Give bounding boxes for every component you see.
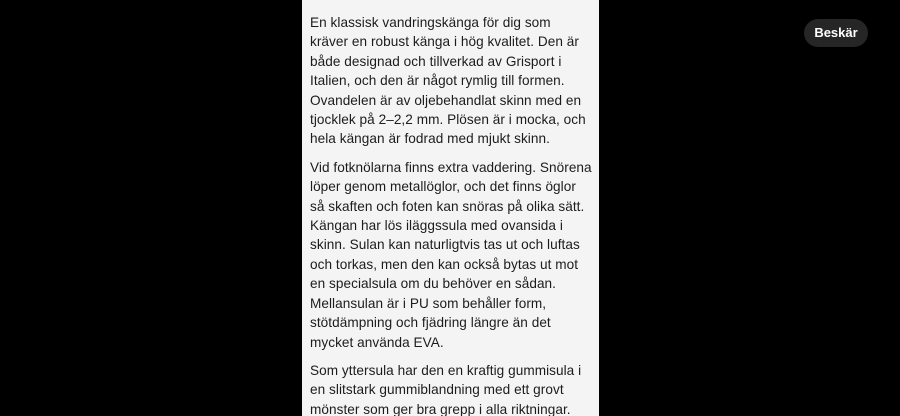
paragraph-1: En klassisk vandringskänga för dig som kräver en robust känga i hög kvalitet. Den är både designad och tillverkad av Grisport i Italien, och den är något rymlig till formen. Ovandelen är av oljebehandlat skinn med en tjocklek på 2–2,2 mm. Plösen är i mocka, och hela kängan är fodrad med mjukt skinn. bbox=[310, 15, 586, 147]
cropped-text-image bbox=[302, 0, 599, 416]
paragraph-gap bbox=[310, 352, 592, 361]
paragraph-2: Vid fotknölarna finns extra vaddering. Snörena löper genom metallöglor, och det finns öglor så skaften och foten kan snöras på olika sätt. Kängan har lös iläggssula med ovansida i skinn. Sulan kan naturligtvis tas ut och luftas och torkas, men den kan också bytas ut mot en specialsula om du behöver en sådan. Mellansulan är i PU som behåller form, stötdämpning och fjädring längre än det mycket använda EVA. bbox=[310, 159, 592, 350]
crop-button[interactable]: Beskär bbox=[804, 19, 868, 47]
paragraph-3: Som yttersula har den en kraftig gummisula i en slitstark gummiblandning med ett grovt mönster som ger bra grepp i alla riktningar. bbox=[310, 362, 582, 416]
paragraph-gap bbox=[310, 149, 592, 158]
